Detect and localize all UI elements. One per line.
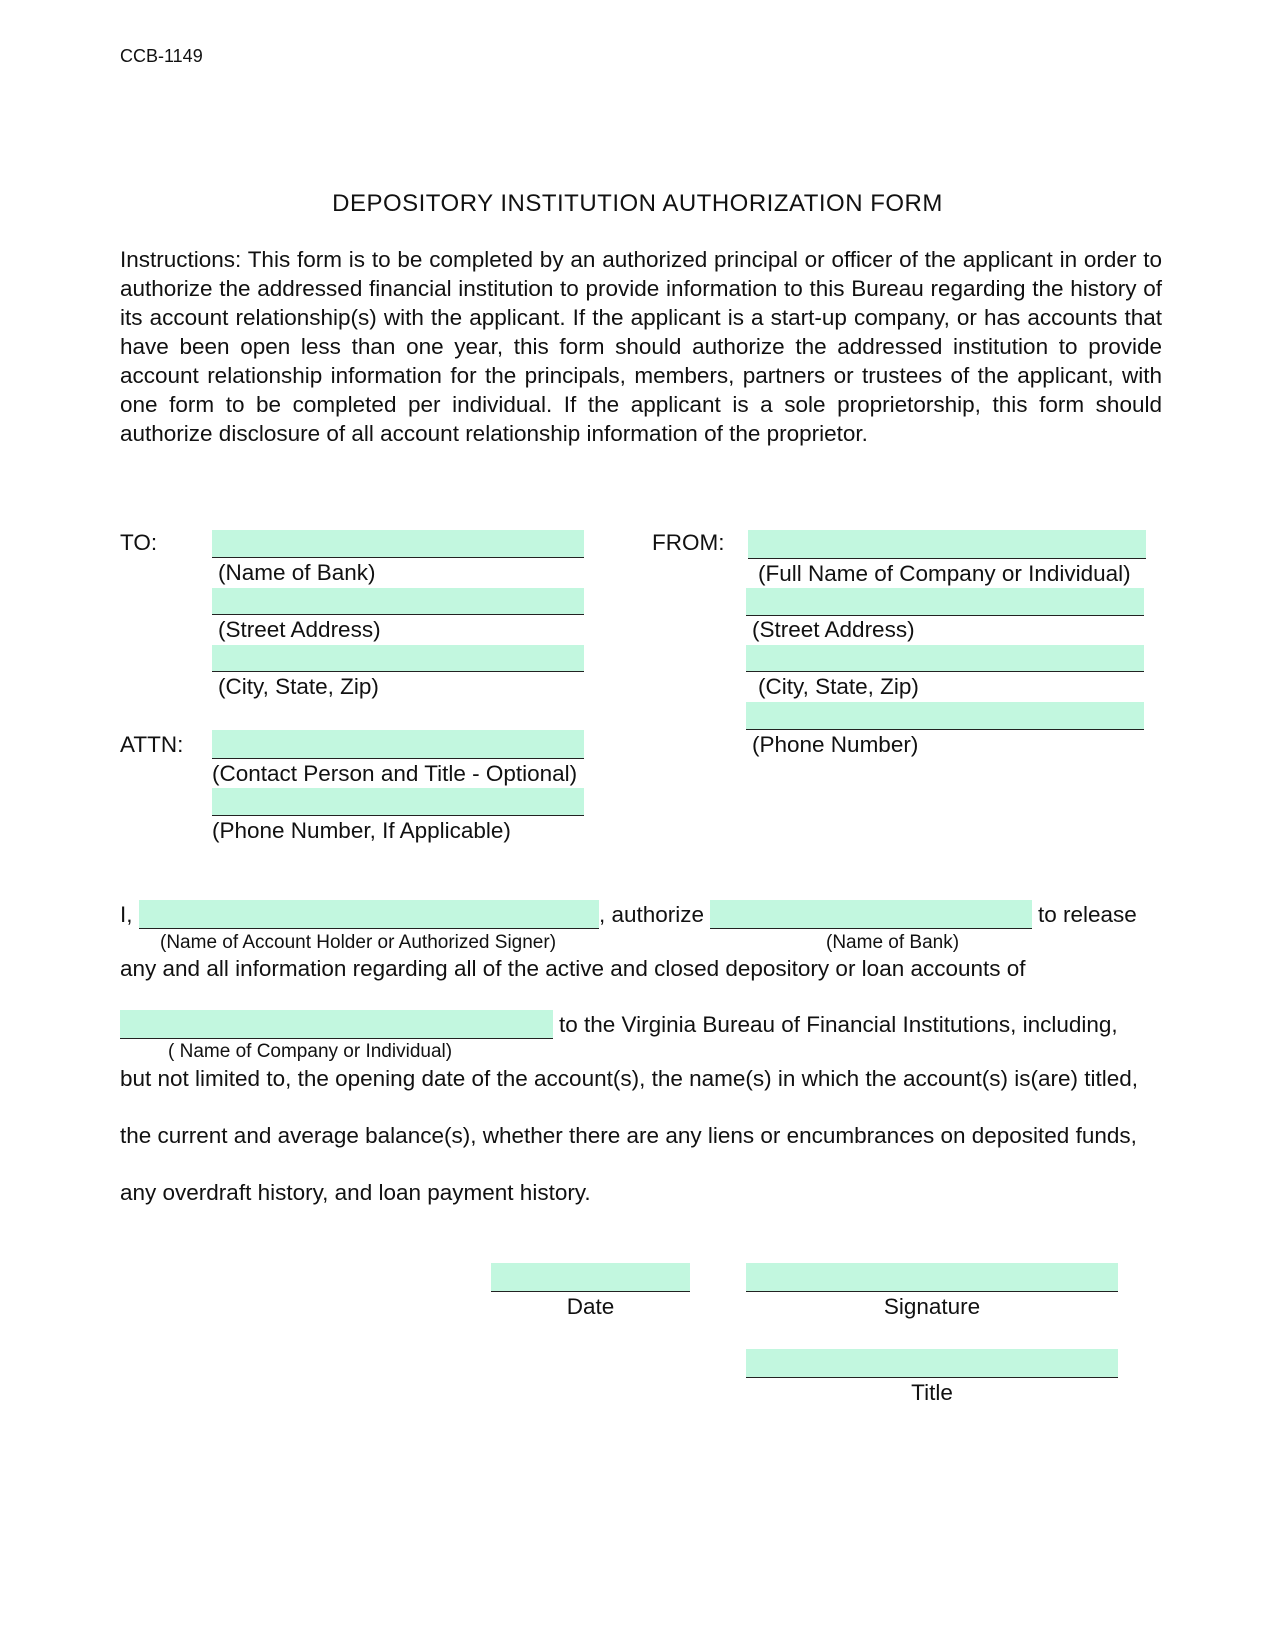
to-bank-name-field[interactable] [212, 530, 584, 558]
auth-line-5: the current and average balance(s), whether there are any liens or encumbrances on deposited funds, [120, 1123, 1137, 1148]
date-caption: Date [566, 1294, 615, 1319]
from-city-caption: (City, State, Zip) [758, 674, 919, 699]
instructions-paragraph: Instructions: This form is to be completed by an authorized principal or officer of the applicant in order to authorize the addressed financial institution to provide information to this Bureau regarding the history of its account relationship(s) with the applicant. If the applicant is a start-up company, or has accounts that have been open less than one year, this form should authorize the addressed institution to provide account relationship information for the principals, members, partners or trustees of the applicant, with one form to be completed per individual. If the applicant is a sole proprietorship, this form should authorize disclosure of all account relationship information of the proprietor. [120, 247, 1162, 446]
from-name-caption: (Full Name of Company or Individual) [758, 561, 1131, 586]
to-city-caption: (City, State, Zip) [218, 674, 379, 699]
from-label: FROM: [652, 530, 725, 555]
from-city-field[interactable] [746, 645, 1144, 672]
page-title: DEPOSITORY INSTITUTION AUTHORIZATION FORM [332, 190, 943, 217]
company-caption: ( Name of Company or Individual) [168, 1041, 453, 1062]
from-street-caption: (Street Address) [752, 617, 915, 642]
from-phone-caption: (Phone Number) [752, 732, 919, 757]
auth-line-6: any overdraft history, and loan payment history. [120, 1180, 591, 1205]
from-name-field[interactable] [748, 530, 1146, 559]
from-street-field[interactable] [746, 588, 1144, 616]
to-city-field[interactable] [212, 645, 584, 672]
auth-to-bureau-text: to the Virginia Bureau of Financial Institutions, including, [559, 1012, 1118, 1037]
attn-contact-caption: (Contact Person and Title - Optional) [212, 761, 578, 786]
auth-line-2: any and all information regarding all of the active and closed depository or loan accounts of [120, 956, 1026, 981]
to-label: TO: [120, 530, 158, 555]
to-street-field[interactable] [212, 588, 584, 615]
date-field[interactable] [491, 1263, 690, 1292]
from-phone-field[interactable] [746, 702, 1144, 730]
auth-authorize-text: , authorize [599, 902, 705, 927]
signature-caption: Signature [883, 1294, 981, 1319]
to-street-caption: (Street Address) [218, 617, 381, 642]
auth-prefix: I, [120, 902, 133, 927]
to-bank-name-caption: (Name of Bank) [218, 560, 376, 585]
title-caption: Title [911, 1380, 953, 1405]
account-holder-field[interactable] [139, 900, 599, 929]
attn-phone-caption: (Phone Number, If Applicable) [212, 818, 511, 843]
auth-line-4: but not limited to, the opening date of the account(s), the name(s) in which the account(s) is(are) titled, [120, 1066, 1139, 1091]
form-code: CCB-1149 [120, 46, 203, 66]
auth-bank-caption: (Name of Bank) [826, 932, 960, 953]
title-field[interactable] [746, 1349, 1118, 1378]
attn-phone-field[interactable] [212, 788, 584, 816]
auth-bank-field[interactable] [710, 900, 1032, 929]
company-name-field[interactable] [120, 1010, 553, 1039]
auth-release-text: to release [1038, 902, 1137, 927]
signature-field[interactable] [746, 1263, 1118, 1292]
attn-label: ATTN: [120, 732, 184, 757]
holder-caption: (Name of Account Holder or Authorized Signer) [160, 932, 557, 953]
attn-contact-field[interactable] [212, 730, 584, 759]
